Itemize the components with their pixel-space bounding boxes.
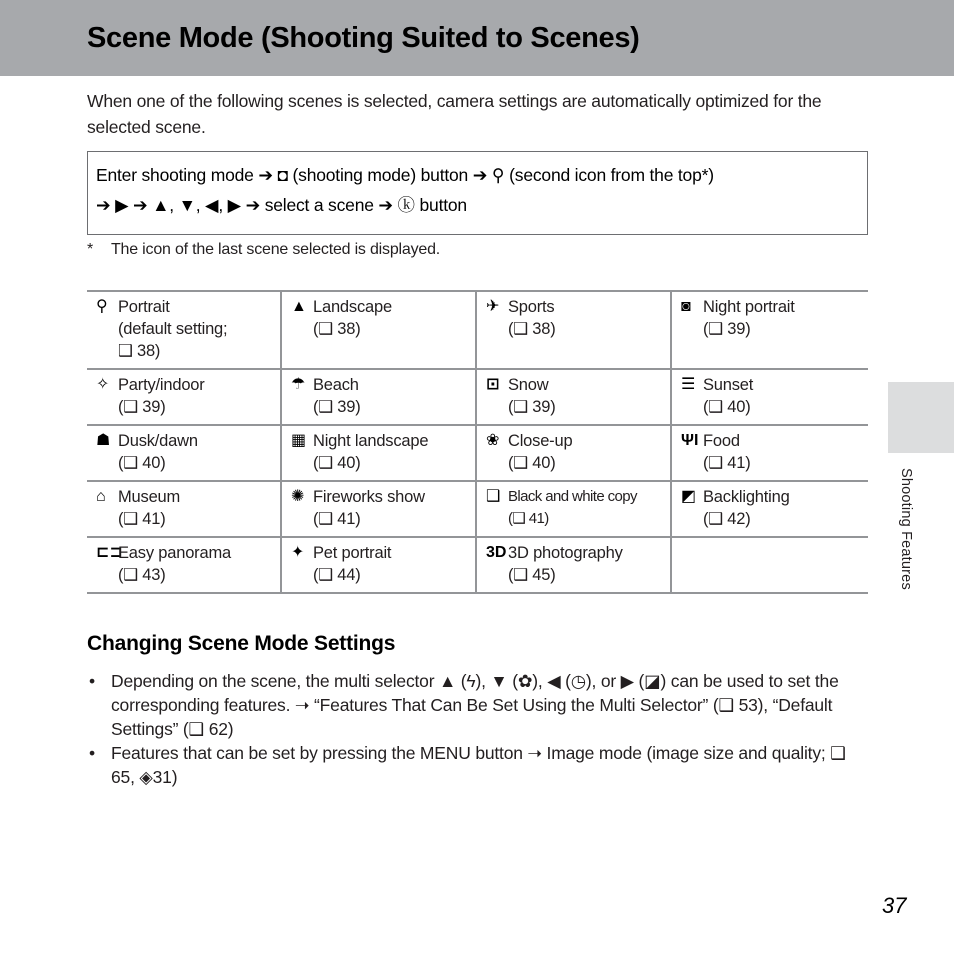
- scene-ref: (❑ 41): [703, 454, 751, 472]
- sports-icon: ✈: [486, 298, 500, 315]
- scene-name: Easy panorama: [118, 544, 231, 562]
- sunset-icon: ☰: [681, 376, 696, 393]
- procedure-line-1: Enter shooting mode ➔ ◘ (shooting mode) button ➔ ⚲ (second icon from the top*): [96, 165, 714, 185]
- scene-cell-close-up: [477, 426, 672, 480]
- 3d-photography-icon: 3D: [486, 544, 507, 561]
- bullet-item: • Features that can be set by pressing the MENU button ➝ Image mode (image size and quality; ❑ 65, ◈31): [87, 741, 872, 789]
- night-landscape-icon: ▦: [291, 432, 307, 449]
- scene-ref: (❑ 40): [703, 398, 751, 416]
- scene-table: [87, 290, 868, 594]
- scene-name: Party/indoor: [118, 376, 205, 394]
- scene-cell-night-portrait: [672, 292, 867, 368]
- scene-ref: (❑ 42): [703, 510, 751, 528]
- page-title: Scene Mode (Shooting Suited to Scenes): [87, 22, 640, 54]
- scene-ref: (❑ 41): [313, 510, 361, 528]
- scene-ref: (❑ 39): [118, 398, 166, 416]
- food-icon: ΨΙ: [681, 432, 699, 449]
- procedure-box: [87, 151, 868, 235]
- scene-name: Fireworks show: [313, 488, 425, 506]
- scene-name: Beach: [313, 376, 359, 394]
- scene-cell-dusk-dawn: [87, 426, 282, 480]
- landscape-icon: ▲: [291, 298, 307, 315]
- pet-portrait-icon: ✦: [291, 544, 305, 561]
- scene-ref: (❑ 40): [508, 454, 556, 472]
- side-section-label: Shooting Features: [898, 468, 914, 590]
- fireworks-icon: ✺: [291, 488, 305, 505]
- scene-name: Museum: [118, 488, 181, 506]
- scene-cell-museum: [87, 482, 282, 536]
- scene-name: Dusk/dawn: [118, 432, 198, 450]
- scene-cell-empty: [672, 538, 867, 592]
- scene-name: Pet portrait: [313, 544, 392, 562]
- page-number: 37: [882, 893, 907, 918]
- scene-row: [87, 290, 868, 370]
- footnote-mark: *: [87, 241, 94, 258]
- scene-ref: (❑ 41): [118, 510, 166, 528]
- scene-ref: (❑ 39): [313, 398, 361, 416]
- snow-icon: ⊡: [486, 376, 500, 393]
- footnote: [87, 241, 440, 259]
- scene-name: Portrait: [118, 298, 170, 316]
- scene-cell-party-indoor: [87, 370, 282, 424]
- scene-ref: (❑ 43): [118, 566, 166, 584]
- scene-cell-backlighting: [672, 482, 867, 536]
- scene-cell-sports: [477, 292, 672, 368]
- scene-cell-fireworks-show: [282, 482, 477, 536]
- scene-cell-3d-photography: [477, 538, 672, 592]
- scene-name: Backlighting: [703, 488, 790, 506]
- scene-name: Close-up: [508, 432, 573, 450]
- footnote-text: The icon of the last scene selected is displayed.: [110, 241, 441, 258]
- scene-row: [87, 426, 868, 482]
- dusk-dawn-icon: ☗: [96, 432, 111, 449]
- scene-name: Snow: [508, 376, 549, 394]
- scene-name: Landscape: [313, 298, 392, 316]
- close-up-icon: ❀: [486, 432, 500, 449]
- side-tab: [888, 382, 954, 453]
- scene-ref: (❑ 40): [313, 454, 361, 472]
- scene-name: Sports: [508, 298, 555, 316]
- scene-ref: (❑ 38): [313, 320, 361, 338]
- scene-cell-portrait: [87, 292, 282, 368]
- scene-cell-easy-panorama: [87, 538, 282, 592]
- scene-cell-sunset: [672, 370, 867, 424]
- scene-cell-landscape: [282, 292, 477, 368]
- scene-cell-black-white-copy: [477, 482, 672, 536]
- intro-paragraph: When one of the following scenes is selected, camera settings are automatically optimized for the selected scene.: [87, 91, 822, 137]
- scene-name: Night portrait: [703, 298, 795, 316]
- scene-cell-night-landscape: [282, 426, 477, 480]
- scene-row: [87, 370, 868, 426]
- bullet-item: • Depending on the scene, the multi selector ▲ (ϟ), ▼ (✿), ◀ (◷), or ▶ (◪) can be used to set the corresponding features. ➝ “Features That Can Be Set Using the Multi Selector” (❑ 53), “Default Settings” (❑ 62): [87, 669, 872, 741]
- scene-ref: (❑ 45): [508, 566, 556, 584]
- scene-ref: (❑ 44): [313, 566, 361, 584]
- scene-name: 3D photography: [508, 544, 623, 562]
- scene-name: Sunset: [703, 376, 754, 394]
- bullet-list: [87, 669, 872, 789]
- scene-cell-food: [672, 426, 867, 480]
- section-heading: Changing Scene Mode Settings: [87, 632, 396, 655]
- scene-name: Black and white copy: [508, 488, 637, 505]
- easy-panorama-icon: ⊏⊐: [96, 544, 123, 561]
- scene-cell-snow: [477, 370, 672, 424]
- black-white-copy-icon: ❑: [486, 488, 501, 505]
- night-portrait-icon: ◙: [681, 298, 691, 315]
- scene-ref: (❑ 40): [118, 454, 166, 472]
- scene-name: Night landscape: [313, 432, 429, 450]
- scene-name-extra: (default setting;: [118, 320, 228, 338]
- procedure-line-2: ➔ ▶ ➔ ▲, ▼, ◀, ▶ ➔ select a scene ➔ ⓚ button: [96, 195, 467, 215]
- scene-row: [87, 482, 868, 538]
- scene-ref: (❑ 38): [508, 320, 556, 338]
- scene-name: Food: [703, 432, 740, 450]
- museum-icon: ⌂: [96, 488, 106, 505]
- scene-ref: (❑ 39): [703, 320, 751, 338]
- scene-ref: (❑ 39): [508, 398, 556, 416]
- portrait-icon: ⚲: [96, 298, 108, 315]
- beach-icon: ☂: [291, 376, 306, 393]
- scene-row: [87, 538, 868, 594]
- scene-cell-pet-portrait: [282, 538, 477, 592]
- scene-cell-beach: [282, 370, 477, 424]
- scene-ref: (❑ 41): [508, 510, 549, 527]
- scene-ref: ❑ 38): [118, 342, 161, 360]
- party-indoor-icon: ✧: [96, 376, 110, 393]
- backlighting-icon: ◩: [681, 488, 697, 505]
